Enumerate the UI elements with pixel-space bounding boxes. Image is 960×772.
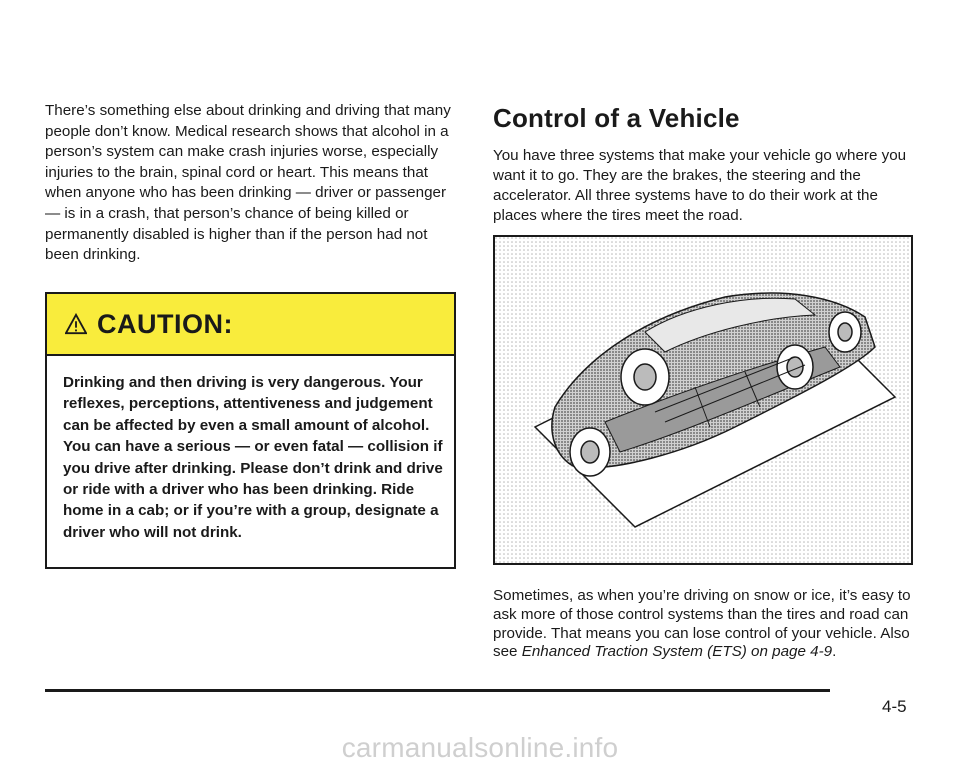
warning-triangle-icon [65, 313, 87, 335]
intro-paragraph: There’s something else about drinking and driving that many people don’t know. Medical research shows that alcohol in a person’s system can make crash injuries worse, especially injuries to the brain, spinal cord or heart. This means that when anyone who has been drinking — driver or passenger — is in a crash, that person’s chance of being killed or permanently disabled is higher than if the person had not been drinking. [45, 102, 451, 264]
bottom-text-before: Sometimes, as when you’re driving on snow or ice, it’s easy to ask more of those control systems than the tires and road can provide. That means you can lose control of your vehicle. Also see [493, 587, 911, 661]
caution-body: Drinking and then driving is very dangerous. Your reflexes, perceptions, attentiveness and judgement can be affected by even a small amount of alcohol. You can have a serious — or even fatal — collision if you drive after drinking. Please don’t drink and drive or ride with a driver who has been drinking. Ride home in a cab; or if you’re with a group, designate a driver who will not drink. [63, 374, 443, 541]
footer-rule [45, 689, 830, 692]
vehicle-underside-illustration [495, 237, 911, 563]
section-title: Control of a Vehicle [493, 103, 740, 133]
bottom-text-after: . [832, 643, 837, 661]
caution-header [47, 294, 454, 356]
page-number: 4-5 [882, 697, 907, 716]
section-paragraph: You have three systems that make your vehicle go where you want it to go. They are the brakes, the steering and the accelerator. All three systems have to do their work at the places where the tires meet the road. [493, 147, 907, 224]
caution-title-text: CAUTION: [97, 308, 233, 339]
bottom-paragraph [493, 587, 918, 662]
caution-title [65, 309, 233, 340]
ets-page-reference: Enhanced Traction System (ETS) on page 4-9 [521, 643, 833, 661]
caution-box [45, 292, 456, 569]
vehicle-figure [493, 235, 913, 565]
watermark: carmanualsonline.info [341, 732, 619, 763]
